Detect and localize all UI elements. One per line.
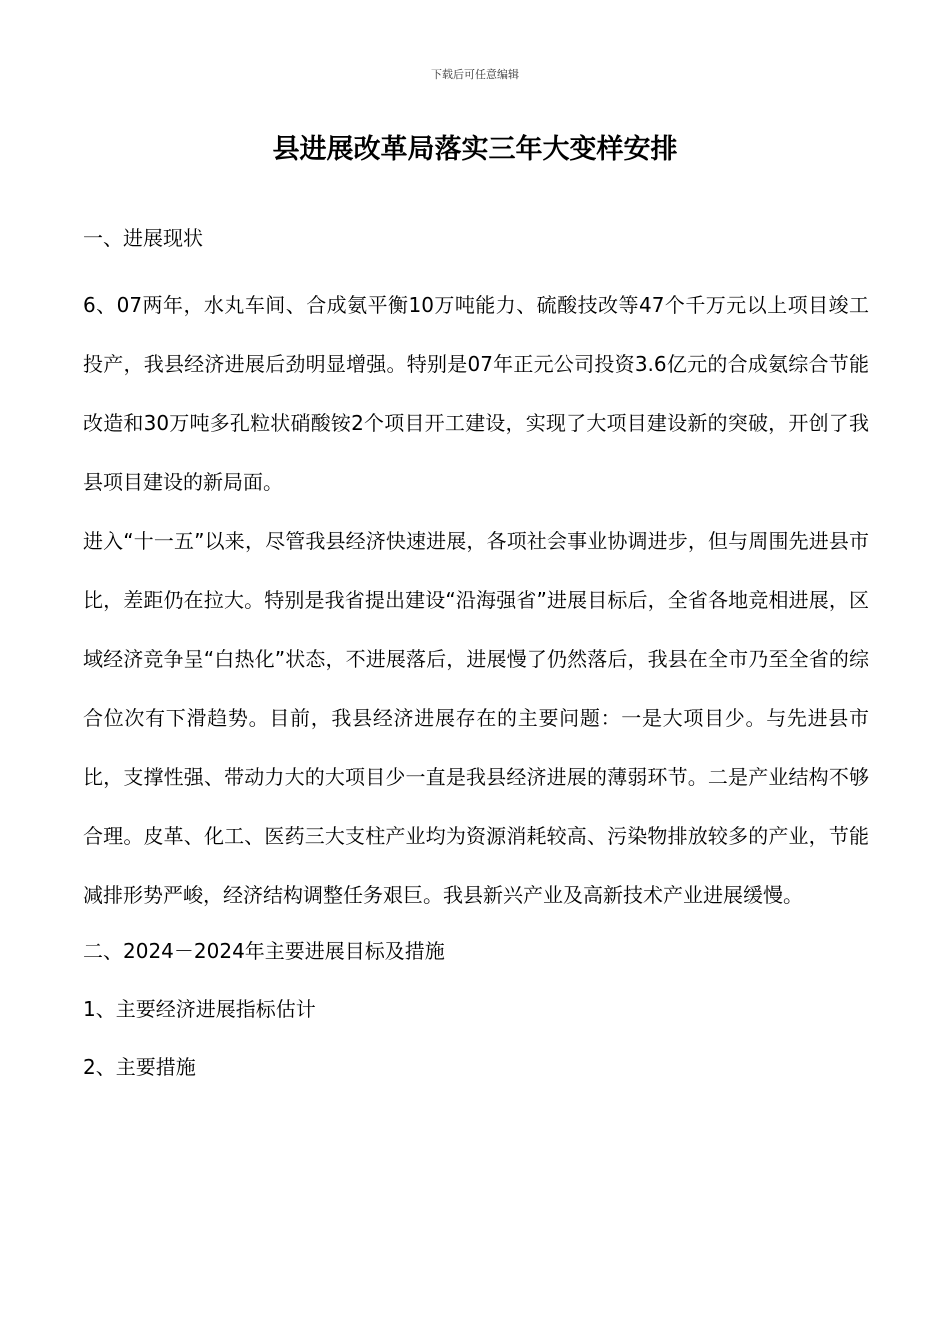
subsection-heading-indicators: 1、主要经济进展指标估计 [83,997,316,1021]
document-body [83,218,869,1087]
document-title: 县进展改革局落实三年大变样安排 [272,134,678,165]
subsection-heading-measures: 2、主要措施 [83,1055,196,1079]
section-heading-status: 一、进展现状 [83,226,203,250]
section-heading-goals: 二、2024－2024年主要进展目标及措施 [83,939,445,963]
paragraph-projects: 6、07两年，水丸车间、合成氨平衡10万吨能力、硫酸技改等47个千万元以上项目竣工投产，我县经济进展后劲明显增强。特别是07年正元公司投资3.6亿元的合成氨综合节能改造和30万吨多孔粒状硝酸铵2个项目开工建设，实现了大项目建设新的突破，开创了我县项目建设的新局面。 [83,293,869,494]
page-header-note: 下载后可任意编辑 [431,68,519,81]
paragraph-problems: 进入“十一五”以来，尽管我县经济快速进展，各项社会事业协调进步，但与周围先进县市比，差距仍在拉大。特别是我省提出建设“沿海强省”进展目标后，全省各地竞相进展，区域经济竞争呈“白热化”状态，不进展落后，进展慢了仍然落后，我县在全市乃至全省的综合位次有下滑趋势。目前，我县经济进展存在的主要问题：一是大项目少。与先进县市比，支撑性强、带动力大的大项目少一直是我县经济进展的薄弱环节。二是产业结构不够合理。皮革、化工、医药三大支柱产业均为资源消耗较高、污染物排放较多的产业，节能减排形势严峻，经济结构调整任务艰巨。我县新兴产业及高新技术产业进展缓慢。 [83,529,869,907]
spacer [83,258,869,276]
